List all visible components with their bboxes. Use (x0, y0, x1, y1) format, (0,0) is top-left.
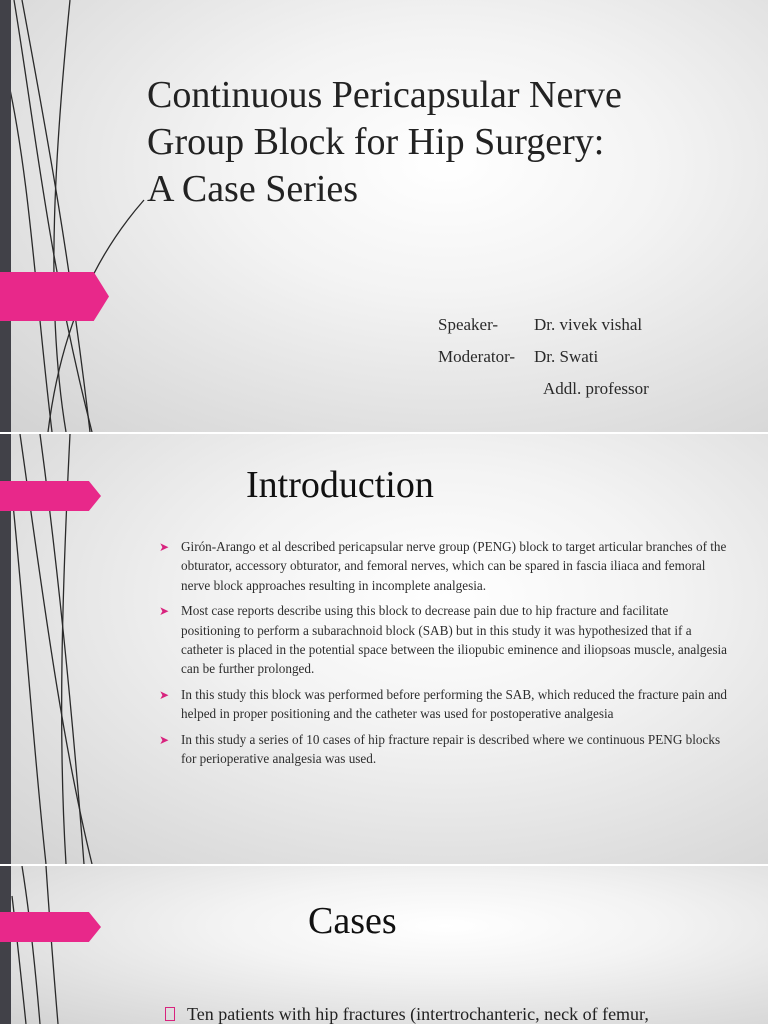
moderator-row (438, 344, 748, 376)
side-bar (0, 866, 11, 1024)
slide-title: Cases (308, 900, 397, 942)
pink-tab-marker (0, 481, 101, 511)
arrow-right-icon: ➤ (159, 732, 170, 747)
bullet-text: In this study a series of 10 cases of hip fracture repair is described where we continuous PENG blocks for perioperative analgesia was used. (181, 731, 721, 767)
list-item (159, 685, 729, 724)
bullet-text: Girón-Arango et al described pericapsular nerve group (PENG) block to target articular branches of the obturator, accessory obturator, and femoral nerves, which can be spared in fascia iliaca and femoral nerve block approaches resulting in incomplete analgesia. (181, 539, 727, 593)
list-item (159, 601, 729, 679)
arrow-right-icon: ➤ (159, 540, 170, 554)
introduction-slide (0, 434, 768, 864)
arrow-right-icon: ➤ (159, 604, 170, 619)
moderator-title: Addl. professor (543, 379, 649, 398)
title-slide (0, 0, 768, 432)
square-bullet-icon (165, 1007, 175, 1021)
list-item (165, 1002, 745, 1024)
bullet-text: Ten patients with hip fractures (intertrochanteric, neck of femur, (187, 1004, 649, 1024)
speaker-row (438, 312, 748, 344)
title-line: A Case Series (147, 168, 359, 210)
pink-tab-marker (0, 272, 109, 321)
moderator-title-row (438, 376, 748, 408)
moderator-name: Dr. Swati (534, 347, 599, 366)
presenter-info (438, 312, 748, 408)
bullet-text: Most case reports describe using this block to decrease pain due to hip fracture and facilitate positioning to perform a subarachnoid block (SAB) but in this study it was hypothesized that if a catheter is placed in the potential space between the iliopubic eminence and iliopsoas muscle, analgesia can be further prolonged. (181, 603, 727, 677)
title-line: Group Block for Hip Surgery: (147, 121, 605, 163)
pink-tab-marker (0, 912, 101, 942)
bullet-text: In this study this block was performed before performing the SAB, which reduced the fracture pain and helped in proper positioning and the catheter was used for postoperative analgesia (181, 686, 728, 722)
list-item (159, 730, 729, 769)
presentation-title (147, 72, 727, 213)
title-line: Continuous Pericapsular Nerve (147, 74, 622, 116)
speaker-name: Dr. vivek vishal (534, 315, 643, 334)
arrow-right-icon: ➤ (159, 687, 170, 702)
moderator-label: Moderator- (438, 347, 516, 366)
list-item (159, 537, 729, 595)
slide-title: Introduction (246, 464, 434, 506)
side-bar (0, 0, 11, 432)
bullet-list (159, 537, 729, 774)
cases-slide (0, 866, 768, 1024)
speaker-label: Speaker- (438, 315, 499, 334)
